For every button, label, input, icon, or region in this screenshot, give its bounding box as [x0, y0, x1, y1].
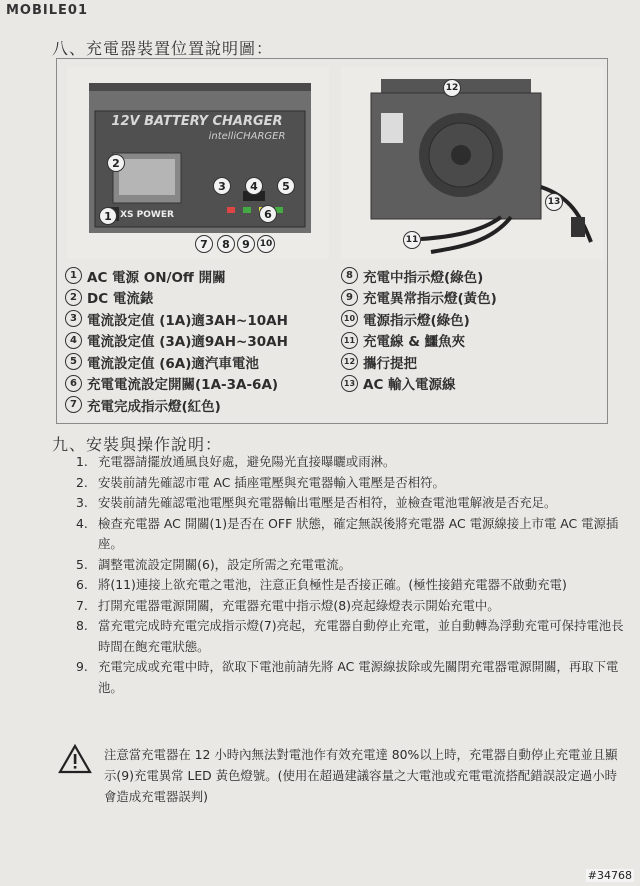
- callout-13: 13: [545, 193, 563, 211]
- callout-12: 12: [443, 79, 461, 97]
- legend-item: 6 充電電流設定開關(1A-3A-6A): [65, 373, 335, 395]
- list-item: 2. 安裝前請先確認市電 AC 插座電壓與充電器輸入電壓是否相符。: [76, 474, 445, 490]
- watermark-bottom: #34768: [587, 869, 632, 882]
- callout-2: 2: [107, 154, 125, 172]
- charger-back-photo: [341, 67, 603, 259]
- list-item: 7. 打開充電器電源開關，充電器充電中指示燈(8)亮起綠燈表示開始充電中。: [76, 597, 500, 613]
- front-logo-text: XS POWER: [120, 210, 174, 220]
- list-item: 5. 調整電流設定開關(6)，設定所需之充電電流。: [76, 556, 351, 572]
- callout-5: 5: [277, 177, 295, 195]
- legend-item: 13 AC 輸入電源線: [341, 373, 603, 395]
- legend-item: 5 電流設定值 (6A)適汽車電池: [65, 351, 335, 373]
- warning-triangle-icon: [58, 744, 92, 774]
- callout-4: 4: [245, 177, 263, 195]
- legend-item: 1 AC 電源 ON/Off 開關: [65, 265, 335, 287]
- figure-box: [56, 58, 608, 424]
- callout-1: 1: [99, 207, 117, 225]
- legend-right: [341, 265, 603, 394]
- legend-item: 10 電源指示燈(綠色): [341, 308, 603, 330]
- legend-item: 3 電流設定值 (1A)適3AH~10AH: [65, 308, 335, 330]
- legend-item: 11 充電線 & 鱷魚夾: [341, 330, 603, 352]
- list-item: 9. 充電完成或充電中時，欲取下電池前請先將 AC 電源線拔除或先關閉充電器電源開關，再取下電池。: [76, 659, 619, 695]
- list-item: 8. 當充電完成時充電完成指示燈(7)亮起，充電器自動停止充電，並自動轉為浮動充電可保持電池長時間在飽充電狀態。: [76, 618, 624, 654]
- callout-8: 8: [217, 235, 235, 253]
- callout-11: 11: [403, 231, 421, 249]
- callout-7: 7: [195, 235, 213, 253]
- list-item: 6. 將(11)連接上欲充電之電池，注意正負極性是否接正確。(極性接錯充電器不啟動充電): [76, 577, 567, 592]
- front-sub-text: intelliCHARGER: [208, 131, 286, 142]
- callout-10: 10: [257, 235, 275, 253]
- watermark-top: MOBILE01: [6, 3, 88, 18]
- legend-item: 9 充電異常指示燈(黃色): [341, 287, 603, 309]
- legend-item: 7 充電完成指示燈(紅色): [65, 394, 335, 416]
- legend-left: [65, 265, 335, 416]
- list-item: 1. 充電器請擺放通風良好處，避免陽光直接曝曬或雨淋。: [76, 454, 396, 469]
- warning-text: 注意當充電器在 12 小時內無法對電池作有效充電達 80%以上時，充電器自動停止充電並且顯示(9)充電異常 LED 黃色燈號。(使用在超過建議容量之大電池或充電電流搭配錯誤設定過小時會造成充電器誤判): [104, 747, 618, 804]
- callout-9: 9: [237, 235, 255, 253]
- callout-3: 3: [213, 177, 231, 195]
- steps-list: [76, 452, 624, 698]
- section9-title: 九、安裝與操作說明：: [52, 435, 223, 454]
- legend-item: 4 電流設定值 (3A)適9AH~30AH: [65, 330, 335, 352]
- legend-item: 12 攜行提把: [341, 351, 603, 373]
- legend-item: 2 DC 電流錶: [65, 287, 335, 309]
- list-item: 4. 檢查充電器 AC 開關(1)是否在 OFF 狀態，確定無誤後將充電器 AC 電源線接上市電 AC 電源插座。: [76, 515, 619, 551]
- callout-6: 6: [259, 205, 277, 223]
- list-item: 3. 安裝前請先確認電池電壓與充電器輸出電壓是否相符，並檢查電池電解液是否充足。: [76, 495, 557, 510]
- front-brand-text: 12V BATTERY CHARGER: [111, 114, 283, 129]
- section8-title: 八、充電器裝置位置說明圖：: [52, 39, 274, 58]
- legend-item: 8 充電中指示燈(綠色): [341, 265, 603, 287]
